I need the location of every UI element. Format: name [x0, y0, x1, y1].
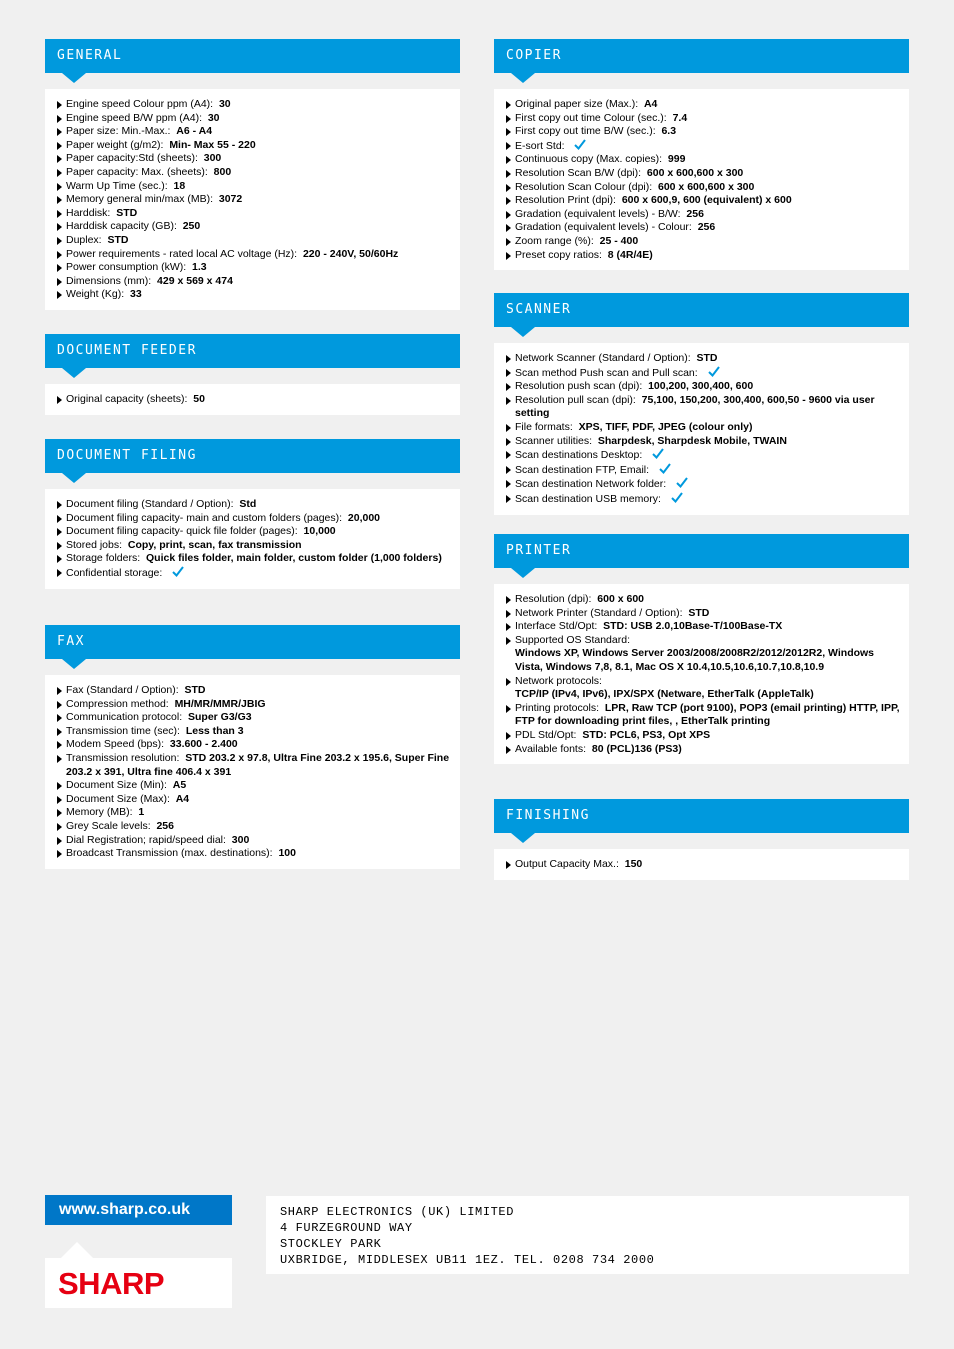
list-item: Paper capacity:Std (sheets): 300	[55, 152, 452, 166]
list-item: Transmission time (sec): Less than 3	[55, 725, 452, 739]
list-item: Warm Up Time (sec.): 18	[55, 180, 452, 194]
list-item: Stored jobs: Copy, print, scan, fax transmission	[55, 539, 452, 553]
finishing-section	[494, 799, 909, 880]
printer-list	[494, 584, 909, 764]
check-icon	[659, 463, 671, 474]
list-item: Power requirements - rated local AC voltage (Hz): 220 - 240V, 50/60Hz	[55, 248, 452, 262]
list-item: Continuous copy (Max. copies): 999	[504, 153, 901, 167]
list-item: Communication protocol: Super G3/G3	[55, 711, 452, 725]
sharp-logo: SHARP	[58, 1266, 165, 1301]
list-item: Original capacity (sheets): 50	[55, 393, 452, 407]
fax-section	[45, 625, 460, 869]
general-list	[45, 89, 460, 310]
list-item: Network protocols: TCP/IP (IPv4, IPv6), IPX/SPX (Netware, EtherTalk (AppleTalk)	[504, 675, 901, 702]
address-line: 4 FURZEGROUND WAY	[280, 1221, 413, 1235]
list-item: Resolution (dpi): 600 x 600	[504, 593, 901, 607]
address-line: STOCKLEY PARK	[280, 1237, 382, 1251]
list-item: First copy out time B/W (sec.): 6.3	[504, 125, 901, 139]
list-item: Modem Speed (bps): 33.600 - 2.400	[55, 738, 452, 752]
list-item: Dial Registration; rapid/speed dial: 300	[55, 834, 452, 848]
scanner-section	[494, 293, 909, 515]
copier-section	[494, 39, 909, 270]
general-header: GENERAL	[45, 39, 460, 73]
document-filing-section	[45, 439, 460, 589]
list-item: Printing protocols: LPR, Raw TCP (port 9100), POP3 (email printing) HTTP, IPP, FTP for downloading print files, , EtherTalk printing	[504, 702, 901, 729]
list-item: Scan destinations Desktop:	[504, 448, 901, 463]
check-icon	[676, 477, 688, 488]
printer-section	[494, 534, 909, 764]
list-item: Gradation (equivalent levels) - Colour: 256	[504, 221, 901, 235]
check-icon	[652, 448, 664, 459]
list-item: Confidential storage:	[55, 566, 452, 581]
list-item: Resolution Print (dpi): 600 x 600,9, 600 (equivalent) x 600	[504, 194, 901, 208]
list-item: Scan destination USB memory:	[504, 492, 901, 507]
logo-panel	[45, 1258, 232, 1308]
list-item: Network Scanner (Standard / Option): STD	[504, 352, 901, 366]
list-item: Interface Std/Opt: STD: USB 2.0,10Base-T/100Base-TX	[504, 620, 901, 634]
check-icon	[574, 139, 586, 150]
list-item: Network Printer (Standard / Option): STD	[504, 607, 901, 621]
list-item: Output Capacity Max.: 150	[504, 858, 901, 872]
printer-header: PRINTER	[494, 534, 909, 568]
list-item: Broadcast Transmission (max. destinations): 100	[55, 847, 452, 861]
document-feeder-list	[45, 384, 460, 415]
general-section	[45, 39, 460, 310]
list-item: Memory (MB): 1	[55, 806, 452, 820]
list-item: Scanner utilities: Sharpdesk, Sharpdesk Mobile, TWAIN	[504, 435, 901, 449]
list-item: PDL Std/Opt: STD: PCL6, PS3, Opt XPS	[504, 729, 901, 743]
list-item: Preset copy ratios: 8 (4R/4E)	[504, 249, 901, 263]
list-item: Document filing capacity- quick file folder (pages): 10,000	[55, 525, 452, 539]
list-item: Paper weight (g/m2): Min- Max 55 - 220	[55, 139, 452, 153]
address-line: SHARP ELECTRONICS (UK) LIMITED	[280, 1205, 515, 1219]
list-item: Resolution Scan Colour (dpi): 600 x 600,600 x 300	[504, 181, 901, 195]
list-item: File formats: XPS, TIFF, PDF, JPEG (colour only)	[504, 421, 901, 435]
list-item: Paper capacity: Max. (sheets): 800	[55, 166, 452, 180]
finishing-list	[494, 849, 909, 880]
check-icon	[671, 492, 683, 503]
list-item: Scan destination Network folder:	[504, 477, 901, 492]
list-item: Memory general min/max (MB): 3072	[55, 193, 452, 207]
list-item: Available fonts: 80 (PCL)136 (PS3)	[504, 743, 901, 757]
copier-header: COPIER	[494, 39, 909, 73]
list-item: Fax (Standard / Option): STD	[55, 684, 452, 698]
list-item: Document Size (Max): A4	[55, 793, 452, 807]
list-item: Document filing capacity- main and custom folders (pages): 20,000	[55, 512, 452, 526]
list-item: Resolution push scan (dpi): 100,200, 300,400, 600	[504, 380, 901, 394]
list-item: Harddisk: STD	[55, 207, 452, 221]
scanner-list	[494, 343, 909, 515]
company-address	[266, 1196, 909, 1274]
scanner-header: SCANNER	[494, 293, 909, 327]
list-item: Paper size: Min.-Max.: A6 - A4	[55, 125, 452, 139]
fax-list	[45, 675, 460, 869]
copier-list	[494, 89, 909, 270]
list-item: First copy out time Colour (sec.): 7.4	[504, 112, 901, 126]
list-item: Compression method: MH/MR/MMR/JBIG	[55, 698, 452, 712]
list-item: Power consumption (kW): 1.3	[55, 261, 452, 275]
list-item: Supported OS Standard: Windows XP, Windows Server 2003/2008/2008R2/2012/2012R2, Windows Vista, Windows 7,8, 8.1, Mac OS X 10.4,10.5,10.6,10.7,10.8,10.9	[504, 634, 901, 675]
list-item: Document Size (Min): A5	[55, 779, 452, 793]
document-filing-header: DOCUMENT FILING	[45, 439, 460, 473]
check-icon	[172, 566, 184, 577]
list-item: Weight (Kg): 33	[55, 288, 452, 302]
list-item: E-sort Std:	[504, 139, 901, 154]
list-item: Dimensions (mm): 429 x 569 x 474	[55, 275, 452, 289]
list-item: Gradation (equivalent levels) - B/W: 256	[504, 208, 901, 222]
fax-header: FAX	[45, 625, 460, 659]
list-item: Zoom range (%): 25 - 400	[504, 235, 901, 249]
list-item: Engine speed Colour ppm (A4): 30	[55, 98, 452, 112]
list-item: Scan method Push scan and Pull scan:	[504, 366, 901, 381]
list-item: Transmission resolution: STD 203.2 x 97.8, Ultra Fine 203.2 x 195.6, Super Fine 203.2 x 391, Ultra fine 406.4 x 391	[55, 752, 452, 779]
document-filing-list	[45, 489, 460, 589]
check-icon	[708, 366, 720, 377]
list-item: Duplex: STD	[55, 234, 452, 248]
list-item: Resolution Scan B/W (dpi): 600 x 600,600 x 300	[504, 167, 901, 181]
website-link[interactable]: www.sharp.co.uk	[45, 1195, 232, 1225]
list-item: Storage folders: Quick files folder, main folder, custom folder (1,000 folders)	[55, 552, 452, 566]
list-item: Scan destination FTP, Email:	[504, 463, 901, 478]
list-item: Resolution pull scan (dpi): 75,100, 150,200, 300,400, 600,50 - 9600 via user setting	[504, 394, 901, 421]
list-item: Grey Scale levels: 256	[55, 820, 452, 834]
list-item: Harddisk capacity (GB): 250	[55, 220, 452, 234]
list-item: Engine speed B/W ppm (A4): 30	[55, 112, 452, 126]
list-item: Original paper size (Max.): A4	[504, 98, 901, 112]
document-feeder-section	[45, 334, 460, 415]
address-line: UXBRIDGE, MIDDLESEX UB11 1EZ. TEL. 0208 734 2000	[280, 1253, 655, 1267]
list-item: Document filing (Standard / Option): Std	[55, 498, 452, 512]
finishing-header: FINISHING	[494, 799, 909, 833]
document-feeder-header: DOCUMENT FEEDER	[45, 334, 460, 368]
